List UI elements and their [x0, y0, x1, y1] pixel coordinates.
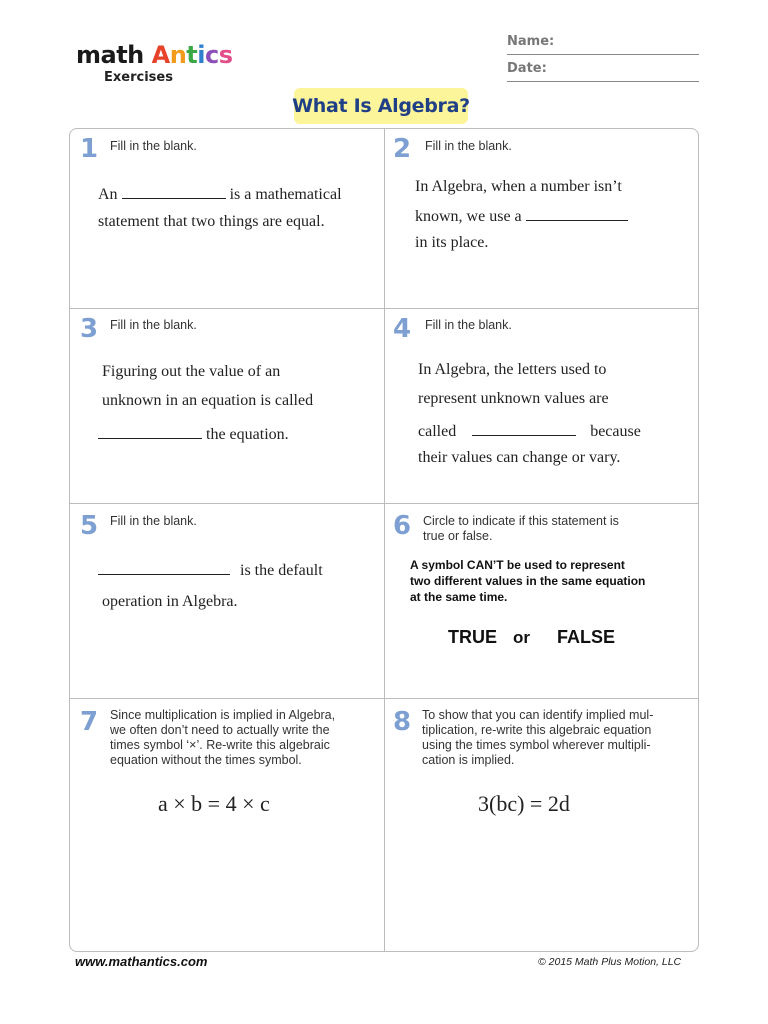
statement-line: at the same time.	[410, 590, 508, 604]
statement-line: two different values in the same equation	[410, 574, 646, 588]
problem-number: 7	[80, 707, 99, 737]
problem-instruction: Fill in the blank.	[110, 139, 197, 153]
title-banner	[294, 88, 468, 124]
grid-divider-vertical	[384, 128, 385, 952]
grid-divider-row-1	[69, 308, 699, 309]
statement-line: A symbol CAN’T be used to represent	[410, 558, 625, 572]
problem-text: operation in Algebra.	[102, 593, 238, 610]
instruction-line: times symbol ‘×’. Re-write this algebraic	[110, 738, 330, 752]
problem-text: An	[98, 186, 118, 203]
instruction-line: cation is implied.	[422, 753, 515, 767]
problem-number: 6	[393, 511, 412, 541]
logo-math-word: math	[76, 41, 144, 69]
page-title: What Is Algebra?	[292, 95, 470, 117]
logo-letter: n	[169, 41, 187, 69]
instruction-line: To show that you can identify implied mul-	[422, 708, 654, 722]
math-antics-logo	[76, 42, 233, 85]
logo-letter: s	[218, 41, 233, 69]
problem-text: In Algebra, the letters used to	[418, 361, 607, 378]
name-label: Name:	[507, 34, 555, 49]
logo-letter: c	[205, 41, 219, 69]
problem-text: unknown in an equation is called	[102, 392, 314, 409]
instruction-line: true or false.	[423, 529, 493, 543]
problem-number: 1	[80, 134, 99, 164]
problem-number: 8	[393, 707, 412, 737]
problem-instruction	[422, 708, 653, 768]
grid-divider-row-3	[69, 698, 699, 699]
problem-number: 4	[393, 314, 412, 344]
problem-number: 2	[393, 134, 412, 164]
problem-text: is a mathematical	[229, 186, 342, 203]
date-field[interactable]	[507, 61, 699, 82]
equation: 3(bc) = 2d	[478, 791, 570, 816]
problem-text: is the default	[240, 562, 323, 579]
answer-blank[interactable]	[98, 560, 230, 575]
problem-text: In Algebra, when a number isn’t	[415, 178, 622, 195]
answer-blank[interactable]	[472, 421, 576, 436]
answer-blank[interactable]	[526, 206, 628, 221]
problem-instruction	[110, 708, 335, 768]
problem-instruction: Fill in the blank.	[110, 514, 197, 528]
problem-text: the equation.	[206, 426, 289, 443]
logo-wordmark	[76, 42, 233, 68]
problem-text: because	[590, 423, 641, 440]
true-option[interactable]: TRUE	[448, 627, 497, 647]
problem-number: 3	[80, 314, 99, 344]
logo-letter: A	[151, 41, 170, 69]
equation: a × b = 4 × c	[158, 791, 270, 816]
instruction-line: Since multiplication is implied in Algebra,	[110, 708, 336, 722]
instruction-line: we often don’t need to actually write the	[110, 723, 330, 737]
footer-website: www.mathantics.com	[75, 954, 208, 969]
instruction-line: Circle to indicate if this statement is	[423, 514, 619, 528]
instruction-line: equation without the times symbol.	[110, 753, 302, 767]
name-field[interactable]	[507, 34, 699, 55]
logo-letter: t	[186, 41, 198, 69]
problem-text: their values can change or vary.	[418, 449, 621, 466]
or-label: or	[513, 628, 530, 647]
problem-text: in its place.	[415, 234, 489, 251]
problem-text: statement that two things are equal.	[98, 213, 325, 230]
logo-subtitle: Exercises	[104, 70, 173, 85]
instruction-line: using the times symbol wherever multipli-	[422, 738, 651, 752]
grid-divider-row-2	[69, 503, 699, 504]
problem-text: known, we use a	[415, 208, 522, 225]
footer-copyright: © 2015 Math Plus Motion, LLC	[538, 956, 682, 968]
answer-blank[interactable]	[98, 424, 202, 439]
problem-instruction: Fill in the blank.	[110, 318, 197, 332]
problem-number: 5	[80, 511, 99, 541]
problem-text: called	[418, 423, 457, 440]
answer-blank[interactable]	[122, 184, 226, 199]
statement	[410, 557, 645, 605]
problem-instruction: Fill in the blank.	[425, 139, 512, 153]
instruction-line: tiplication, re-write this algebraic equation	[422, 723, 652, 737]
problem-text: Figuring out the value of an	[102, 363, 281, 380]
problem-instruction	[423, 514, 619, 544]
problem-text: represent unknown values are	[418, 390, 609, 407]
logo-letter: i	[197, 41, 206, 69]
problem-instruction: Fill in the blank.	[425, 318, 512, 332]
date-label: Date:	[507, 61, 547, 76]
false-option[interactable]: FALSE	[557, 627, 616, 647]
